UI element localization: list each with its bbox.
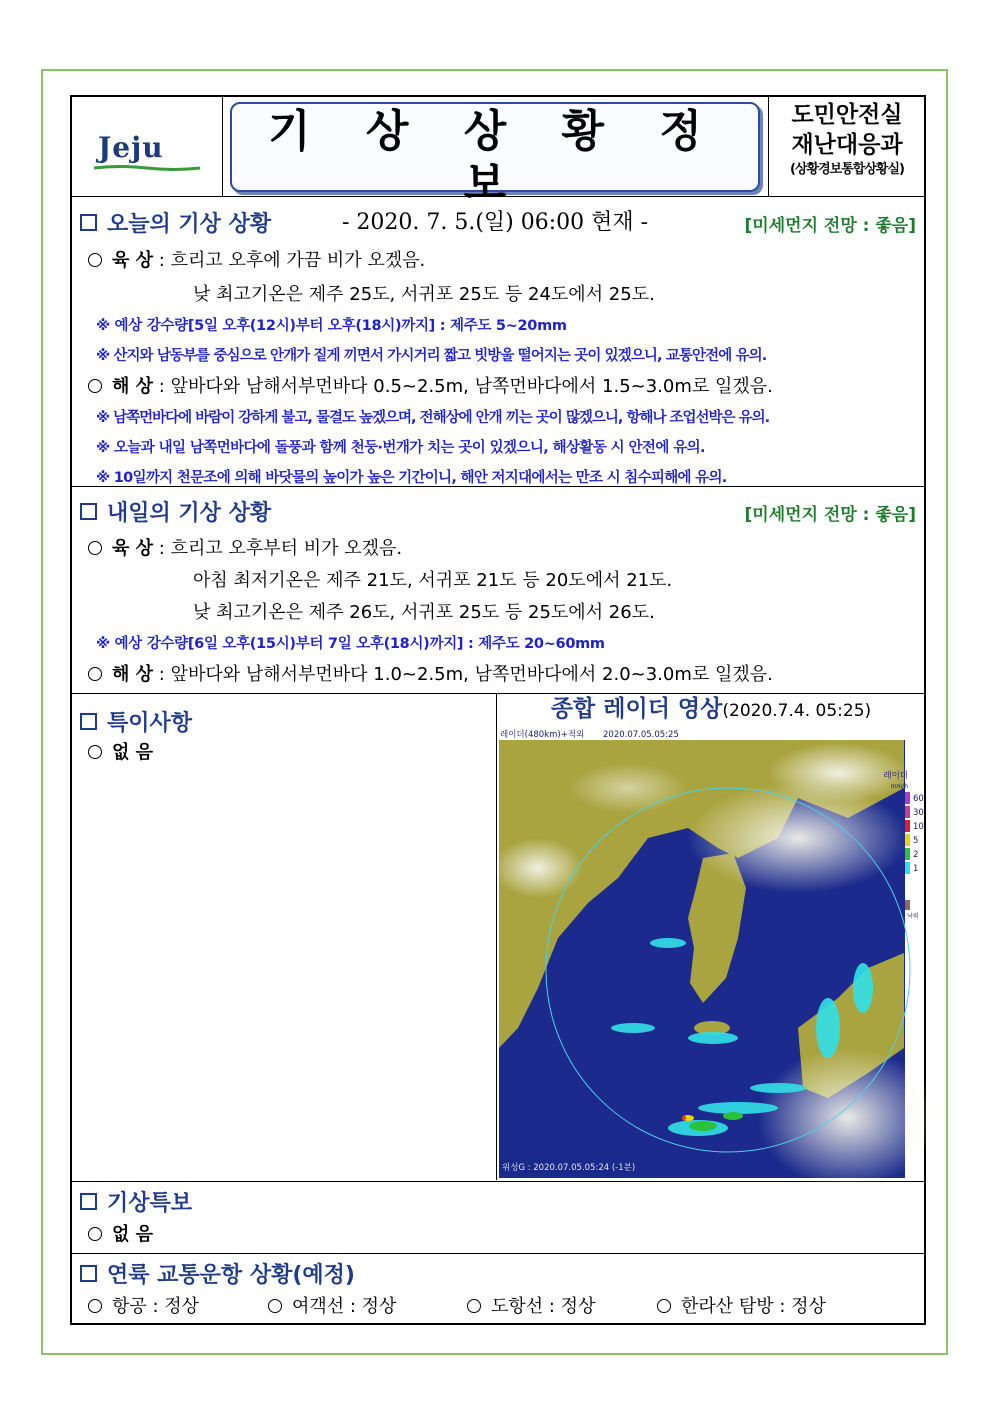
radar-label-top: 레이더(480km)+적외 xyxy=(500,730,585,740)
tomorrow-low-temp: 아침 최저기온은 제주 21도, 서귀포 21도 등 20도에서 21도. xyxy=(193,570,673,591)
today-sea-text: : 앞바다와 남해서부먼바다 0.5~2.5m, 남쪽먼바다에서 1.5~3.0m로 일겠음. xyxy=(158,376,773,397)
legend-value-1: 1 xyxy=(913,864,919,874)
jeju-logo xyxy=(72,97,223,197)
today-fog-note: ※ 산지와 남동부를 중심으로 안개가 짙게 끼면서 가시거리 짧고 빗방울 떨어지는 곳이 있겠으니, 교통안전에 유의. xyxy=(96,348,767,364)
tomorrow-dust-outlook: [미세먼지 전망 : 좋음] xyxy=(744,505,916,525)
tomorrow-rain-note: ※ 예상 강수량[6일 오후(15시)부터 7일 오후(18시)까지] : 제주도 20~60mm xyxy=(96,636,605,652)
office-line-1: 도민안전실 xyxy=(791,102,903,128)
today-sea-line xyxy=(88,372,773,398)
warning-section xyxy=(72,1182,924,1254)
special-title xyxy=(80,706,192,737)
today-sea-note-1: ※ 남쪽먼바다에 바람이 강하게 불고, 물결도 높겠으며, 전해상에 안개 끼는 곳이 많겠으니, 항해나 조업선박은 유의. xyxy=(96,410,770,426)
circle-bullet-icon xyxy=(88,745,102,759)
tomorrow-land-text: : 흐리고 오후부터 비가 오겠음. xyxy=(158,538,403,559)
checkbox-square-icon xyxy=(80,1265,97,1282)
checkbox-square-icon xyxy=(80,503,97,520)
radar-title-main: 종합 레이더 영상 xyxy=(550,696,723,722)
tomorrow-land-line xyxy=(88,534,402,560)
circle-bullet-icon xyxy=(88,667,102,681)
tomorrow-sea-text: : 앞바다와 남해서부먼바다 1.0~2.5m, 남쪽먼바다에서 2.0~3.0m로 일겠음. xyxy=(158,664,773,685)
traffic-title xyxy=(80,1258,355,1289)
traffic-item-hallasan xyxy=(657,1292,826,1318)
title-box xyxy=(230,102,760,235)
report-title: 기 상 상 황 정 보 xyxy=(268,106,722,209)
radar-panel xyxy=(496,694,925,1180)
title-cell xyxy=(222,97,768,235)
today-title-text: 오늘의 기상 상황 xyxy=(107,212,272,237)
office-line-3: (상황경보통합상황실) xyxy=(790,162,904,177)
tomorrow-sea-label: 해 상 xyxy=(112,664,154,685)
traffic-item-island-boat xyxy=(467,1292,595,1318)
radar-title xyxy=(497,694,925,728)
today-sea-label: 해 상 xyxy=(112,376,154,397)
radar-satellite-image xyxy=(498,728,924,1180)
traffic-item-air-text: 항공 : 정상 xyxy=(112,1296,200,1317)
legend-unit: 레이더 xyxy=(883,771,908,781)
logo-text: Jeju xyxy=(98,131,164,164)
tomorrow-high-temp: 낮 최고기온은 제주 26도, 서귀포 25도 등 25도에서 26도. xyxy=(193,602,655,623)
tomorrow-title xyxy=(80,496,271,527)
tomorrow-section xyxy=(72,487,924,694)
checkbox-square-icon xyxy=(80,214,97,231)
traffic-section xyxy=(72,1254,924,1323)
legend-value-10: 10 xyxy=(913,822,924,832)
special-content xyxy=(88,738,153,764)
circle-bullet-icon xyxy=(88,1299,102,1313)
traffic-item-hallasan-text: 한라산 탐방 : 정상 xyxy=(681,1296,826,1317)
today-sea-note-2: ※ 오늘과 내일 남쪽먼바다에 돌풍과 함께 천둥·번개가 치는 곳이 있겠으니, 해상활동 시 안전에 유의. xyxy=(96,440,705,456)
circle-bullet-icon xyxy=(88,253,102,267)
circle-bullet-icon xyxy=(88,379,102,393)
radar-map xyxy=(493,740,938,1188)
legend-value-2: 2 xyxy=(913,850,919,860)
traffic-item-island-boat-text: 도항선 : 정상 xyxy=(491,1296,596,1317)
circle-bullet-icon xyxy=(88,1227,102,1241)
radar-label-bottom: 위성G : 2020.07.05.05:24 (-1분) xyxy=(502,1163,636,1173)
logo-wave-icon xyxy=(94,165,200,171)
legend-unit-2: mm/h xyxy=(890,783,908,790)
radar-title-date: (2020.7.4. 05:25) xyxy=(722,701,872,721)
circle-bullet-icon xyxy=(268,1299,282,1313)
radar-label-time: 2020.07.05.05:25 xyxy=(603,730,679,740)
today-section xyxy=(72,197,924,487)
legend-lightning: 낙뢰 xyxy=(907,913,919,920)
special-title-text: 특이사항 xyxy=(107,711,193,736)
traffic-title-text: 연륙 교통운항 상황(예정) xyxy=(107,1263,355,1288)
today-land-temp: 낮 최고기온은 제주 25도, 서귀포 25도 등 24도에서 25도. xyxy=(193,284,655,305)
warning-title-text: 기상특보 xyxy=(107,1191,193,1216)
legend-value-60: 60 xyxy=(913,794,924,804)
today-rain-note: ※ 예상 강수량[5일 오후(12시)부터 오후(18시)까지] : 제주도 5~20mm xyxy=(96,318,567,334)
warning-title xyxy=(80,1186,192,1217)
warning-content-text: 없 음 xyxy=(112,1224,154,1245)
tomorrow-land-label: 육 상 xyxy=(112,538,154,559)
traffic-item-air xyxy=(88,1292,199,1318)
today-land-line xyxy=(88,246,425,272)
today-land-text: : 흐리고 오후에 가끔 비가 오겠음. xyxy=(158,250,426,271)
warning-content xyxy=(88,1220,153,1246)
today-dust-outlook: [미세먼지 전망 : 좋음] xyxy=(744,216,916,236)
circle-bullet-icon xyxy=(88,541,102,555)
tomorrow-sea-line xyxy=(88,660,773,686)
checkbox-square-icon xyxy=(80,1193,97,1210)
legend-value-30: 30 xyxy=(913,808,924,818)
checkbox-square-icon xyxy=(80,713,97,730)
tomorrow-title-text: 내일의 기상 상황 xyxy=(107,501,272,526)
office-line-2: 재난대응과 xyxy=(791,132,903,158)
today-land-label: 육 상 xyxy=(112,250,154,271)
today-title xyxy=(80,207,271,238)
office-cell xyxy=(768,97,925,197)
circle-bullet-icon xyxy=(467,1299,481,1313)
special-content-text: 없 음 xyxy=(112,742,154,763)
weather-report-document xyxy=(70,95,926,1325)
legend-value-5: 5 xyxy=(913,836,919,846)
traffic-item-ferry-text: 여객선 : 정상 xyxy=(292,1296,397,1317)
special-section xyxy=(72,694,924,1182)
report-datetime: - 2020. 7. 5.(일) 06:00 현재 - xyxy=(341,210,649,235)
traffic-item-ferry xyxy=(268,1292,396,1318)
today-sea-note-3: ※ 10일까지 천문조에 의해 바닷물의 높이가 높은 기간이니, 해안 저지대에서는 만조 시 침수피해에 유의. xyxy=(96,470,727,486)
circle-bullet-icon xyxy=(657,1299,671,1313)
